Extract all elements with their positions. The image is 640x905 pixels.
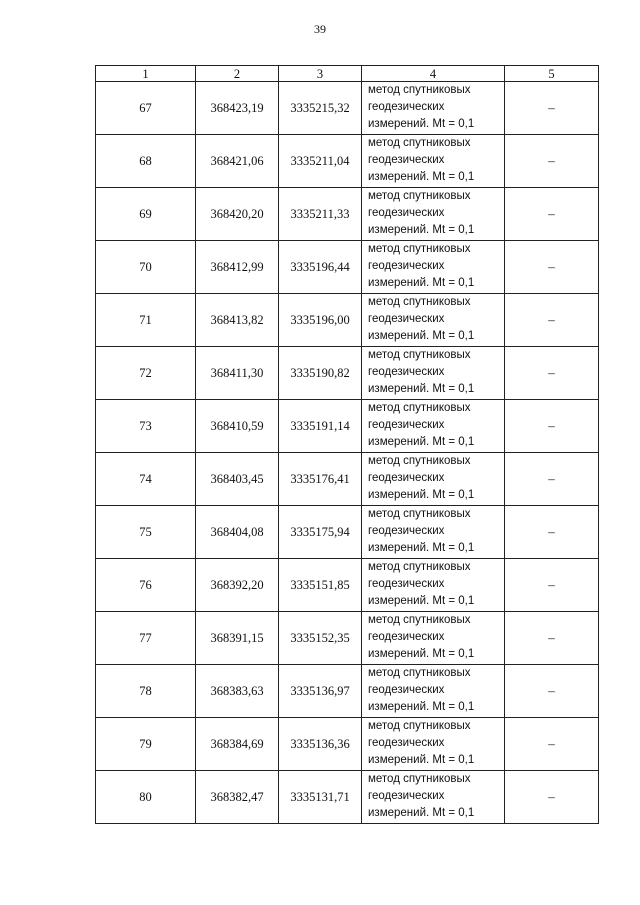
point-number-cell: 76 <box>96 559 196 612</box>
table-row <box>96 188 599 241</box>
point-number-cell: 69 <box>96 188 196 241</box>
point-number-cell: 77 <box>96 612 196 665</box>
method-line-1: метод спутниковых <box>368 455 471 467</box>
coordinate-y-cell: 3335136,97 <box>279 665 362 718</box>
point-number-cell: 73 <box>96 400 196 453</box>
table-row <box>96 294 599 347</box>
point-number-cell: 74 <box>96 453 196 506</box>
point-number-cell: 72 <box>96 347 196 400</box>
coordinate-y-cell: 3335211,33 <box>279 188 362 241</box>
note-cell: – <box>505 453 599 506</box>
method-line-3: измерений. Mt = 0,1 <box>368 171 475 183</box>
point-number-cell: 75 <box>96 506 196 559</box>
note-cell: – <box>505 506 599 559</box>
method-cell <box>362 188 505 241</box>
method-line-3: измерений. Mt = 0,1 <box>368 436 475 448</box>
table-row <box>96 453 599 506</box>
coordinate-x-cell: 368420,20 <box>196 188 279 241</box>
method-line-2: геодезических <box>368 419 445 431</box>
coordinate-x-cell: 368382,47 <box>196 771 279 824</box>
note-cell: – <box>505 241 599 294</box>
note-cell: – <box>505 612 599 665</box>
method-cell <box>362 718 505 771</box>
method-line-3: измерений. Mt = 0,1 <box>368 224 475 236</box>
coordinate-x-cell: 368384,69 <box>196 718 279 771</box>
note-cell: – <box>505 347 599 400</box>
column-header-3: 3 <box>279 66 362 82</box>
method-line-3: измерений. Mt = 0,1 <box>368 489 475 501</box>
table-body <box>96 82 599 824</box>
method-line-1: метод спутниковых <box>368 508 471 520</box>
note-cell: – <box>505 188 599 241</box>
note-cell: – <box>505 718 599 771</box>
note-cell: – <box>505 665 599 718</box>
coordinate-y-cell: 3335136,36 <box>279 718 362 771</box>
method-line-1: метод спутниковых <box>368 349 471 361</box>
coordinate-y-cell: 3335176,41 <box>279 453 362 506</box>
table-header-row <box>96 66 599 82</box>
note-cell: – <box>505 559 599 612</box>
method-line-3: измерений. Mt = 0,1 <box>368 595 475 607</box>
note-cell: – <box>505 82 599 135</box>
method-line-3: измерений. Mt = 0,1 <box>368 807 475 819</box>
table-row <box>96 612 599 665</box>
coordinate-x-cell: 368392,20 <box>196 559 279 612</box>
coordinate-y-cell: 3335191,14 <box>279 400 362 453</box>
coordinate-x-cell: 368383,63 <box>196 665 279 718</box>
note-cell: – <box>505 771 599 824</box>
table-row <box>96 82 599 135</box>
table-row <box>96 559 599 612</box>
point-number-cell: 67 <box>96 82 196 135</box>
method-line-2: геодезических <box>368 525 445 537</box>
method-line-2: геодезических <box>368 207 445 219</box>
method-line-2: геодезических <box>368 737 445 749</box>
method-line-1: метод спутниковых <box>368 402 471 414</box>
point-number-cell: 78 <box>96 665 196 718</box>
method-line-1: метод спутниковых <box>368 773 471 785</box>
table-row <box>96 506 599 559</box>
page-number: 39 <box>314 22 326 36</box>
note-cell: – <box>505 294 599 347</box>
method-line-1: метод спутниковых <box>368 296 471 308</box>
method-line-2: геодезических <box>368 790 445 802</box>
coordinate-y-cell: 3335190,82 <box>279 347 362 400</box>
method-line-1: метод спутниковых <box>368 561 471 573</box>
method-line-1: метод спутниковых <box>368 720 471 732</box>
method-cell <box>362 241 505 294</box>
coordinate-x-cell: 368412,99 <box>196 241 279 294</box>
method-line-3: измерений. Mt = 0,1 <box>368 118 475 130</box>
method-line-3: измерений. Mt = 0,1 <box>368 277 475 289</box>
table-row <box>96 400 599 453</box>
coordinates-table <box>95 65 599 824</box>
method-line-2: геодезических <box>368 366 445 378</box>
coordinate-x-cell: 368391,15 <box>196 612 279 665</box>
method-cell <box>362 559 505 612</box>
coordinate-x-cell: 368421,06 <box>196 135 279 188</box>
coordinate-y-cell: 3335211,04 <box>279 135 362 188</box>
method-line-2: геодезических <box>368 631 445 643</box>
coordinate-x-cell: 368411,30 <box>196 347 279 400</box>
coordinate-y-cell: 3335215,32 <box>279 82 362 135</box>
method-line-3: измерений. Mt = 0,1 <box>368 330 475 342</box>
coordinate-y-cell: 3335196,00 <box>279 294 362 347</box>
method-cell <box>362 400 505 453</box>
method-line-2: геодезических <box>368 260 445 272</box>
method-line-3: измерений. Mt = 0,1 <box>368 383 475 395</box>
method-line-3: измерений. Mt = 0,1 <box>368 542 475 554</box>
method-line-2: геодезических <box>368 578 445 590</box>
method-cell <box>362 612 505 665</box>
method-line-1: метод спутниковых <box>368 190 471 202</box>
method-line-1: метод спутниковых <box>368 614 471 626</box>
coordinate-x-cell: 368423,19 <box>196 82 279 135</box>
point-number-cell: 70 <box>96 241 196 294</box>
method-line-1: метод спутниковых <box>368 243 471 255</box>
method-line-3: измерений. Mt = 0,1 <box>368 754 475 766</box>
column-header-4: 4 <box>362 66 505 82</box>
table-row <box>96 135 599 188</box>
method-cell <box>362 82 505 135</box>
coordinate-x-cell: 368403,45 <box>196 453 279 506</box>
column-header-2: 2 <box>196 66 279 82</box>
column-header-5: 5 <box>505 66 599 82</box>
coordinate-x-cell: 368404,08 <box>196 506 279 559</box>
method-line-3: измерений. Mt = 0,1 <box>368 648 475 660</box>
method-cell <box>362 294 505 347</box>
coordinate-x-cell: 368410,59 <box>196 400 279 453</box>
coordinate-y-cell: 3335131,71 <box>279 771 362 824</box>
coordinate-y-cell: 3335196,44 <box>279 241 362 294</box>
table-row <box>96 241 599 294</box>
method-cell <box>362 771 505 824</box>
coordinate-x-cell: 368413,82 <box>196 294 279 347</box>
method-cell <box>362 347 505 400</box>
method-line-1: метод спутниковых <box>368 84 471 96</box>
point-number-cell: 79 <box>96 718 196 771</box>
table-row <box>96 665 599 718</box>
method-cell <box>362 135 505 188</box>
coordinate-y-cell: 3335151,85 <box>279 559 362 612</box>
method-line-3: измерений. Mt = 0,1 <box>368 701 475 713</box>
method-line-2: геодезических <box>368 313 445 325</box>
method-line-2: геодезических <box>368 101 445 113</box>
table-row <box>96 347 599 400</box>
coordinate-y-cell: 3335175,94 <box>279 506 362 559</box>
note-cell: – <box>505 135 599 188</box>
method-line-1: метод спутниковых <box>368 137 471 149</box>
column-header-1: 1 <box>96 66 196 82</box>
method-cell <box>362 665 505 718</box>
method-line-2: геодезических <box>368 684 445 696</box>
method-cell <box>362 506 505 559</box>
point-number-cell: 68 <box>96 135 196 188</box>
point-number-cell: 80 <box>96 771 196 824</box>
table-row <box>96 718 599 771</box>
method-cell <box>362 453 505 506</box>
method-line-2: геодезических <box>368 472 445 484</box>
coordinate-y-cell: 3335152,35 <box>279 612 362 665</box>
method-line-1: метод спутниковых <box>368 667 471 679</box>
table-row <box>96 771 599 824</box>
point-number-cell: 71 <box>96 294 196 347</box>
note-cell: – <box>505 400 599 453</box>
method-line-2: геодезических <box>368 154 445 166</box>
